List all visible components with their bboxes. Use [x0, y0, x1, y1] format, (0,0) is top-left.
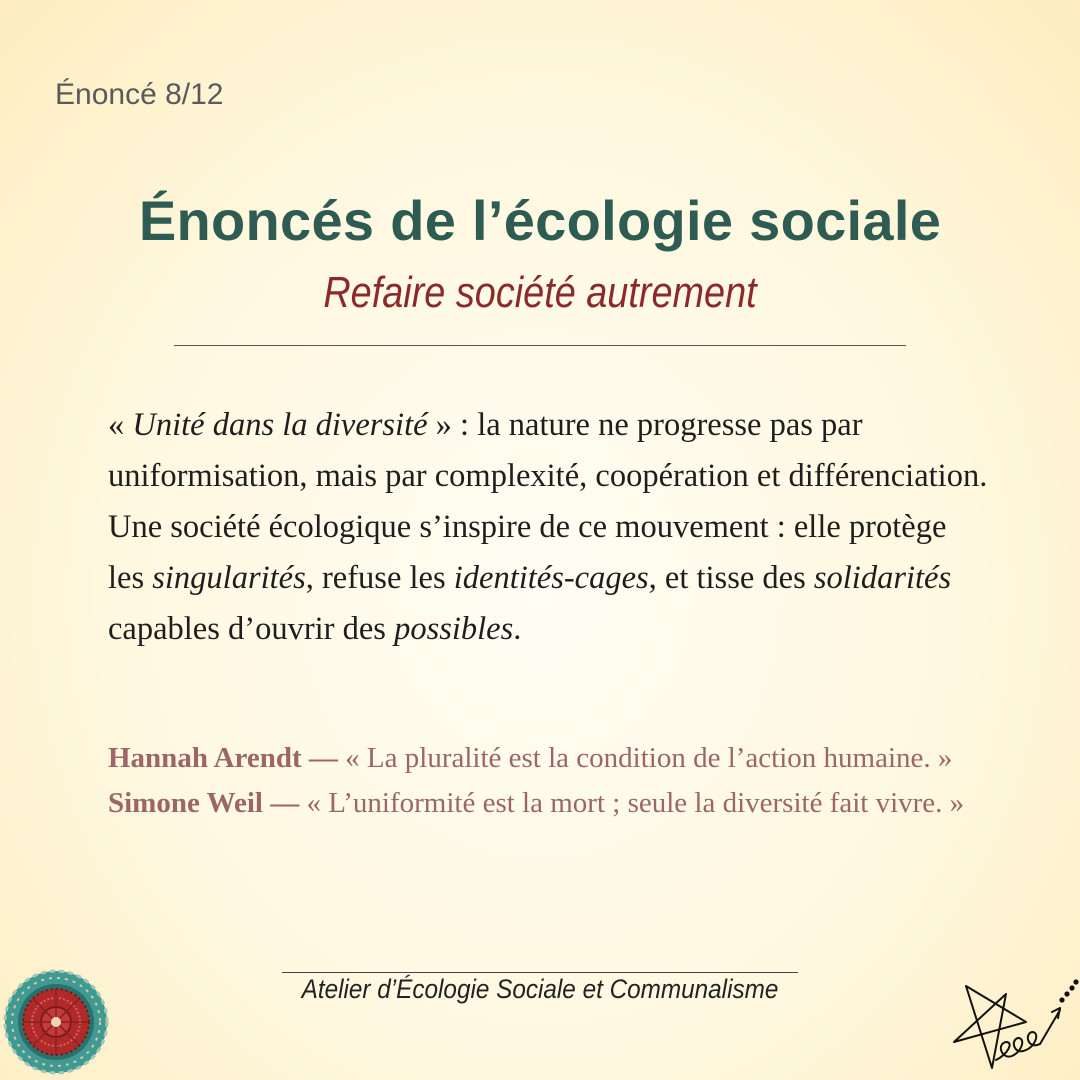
emphasis-possibles: possibles — [394, 611, 514, 647]
star-signature-mark — [948, 964, 1080, 1080]
quote-arendt — [108, 736, 988, 781]
page-title: Énoncés de l’écologie sociale — [138, 189, 942, 252]
footer-org: Atelier d’Écologie Sociale et Communalisme — [301, 974, 779, 1004]
quote-weil — [108, 781, 988, 826]
quote-author: Hannah Arendt — — [108, 742, 338, 774]
emphasis-solidarites: solidarités — [813, 560, 952, 596]
quote-text: « La pluralité est la condition de l’action humaine. » — [337, 742, 953, 774]
open-quote: « — [108, 407, 133, 443]
page-subtitle: Refaire société autrement — [323, 268, 757, 317]
footer-divider — [282, 972, 798, 973]
quote-author: Simone Weil — — [108, 786, 300, 819]
statement-text-2: , refuse les — [305, 560, 454, 596]
emphasis-identites: identités-cages — [453, 560, 649, 596]
statement-text-3: , et tisse des — [648, 560, 814, 596]
statement-text-5: . — [513, 611, 522, 647]
quotes-block — [108, 736, 988, 825]
statement-text-4: capables d’ouvrir des — [108, 611, 395, 647]
title-divider — [174, 345, 906, 346]
statement-paragraph — [108, 400, 988, 655]
key-phrase: Unité dans la diversité — [132, 407, 428, 443]
quote-text: « L’uniformité est la mort ; seule la diversité fait vivre. » — [299, 786, 965, 819]
statement-text-1: » : la nature ne progresse pas par uniformisation, mais par complexité, coopération et différenciation. Une société écologique s’inspire de ce mouvement : elle protège les — [108, 407, 988, 596]
circular-mosaic-logo — [2, 968, 110, 1076]
slide-counter: Énoncé 8/12 — [55, 78, 224, 111]
emphasis-singularites: singularités — [152, 560, 306, 596]
